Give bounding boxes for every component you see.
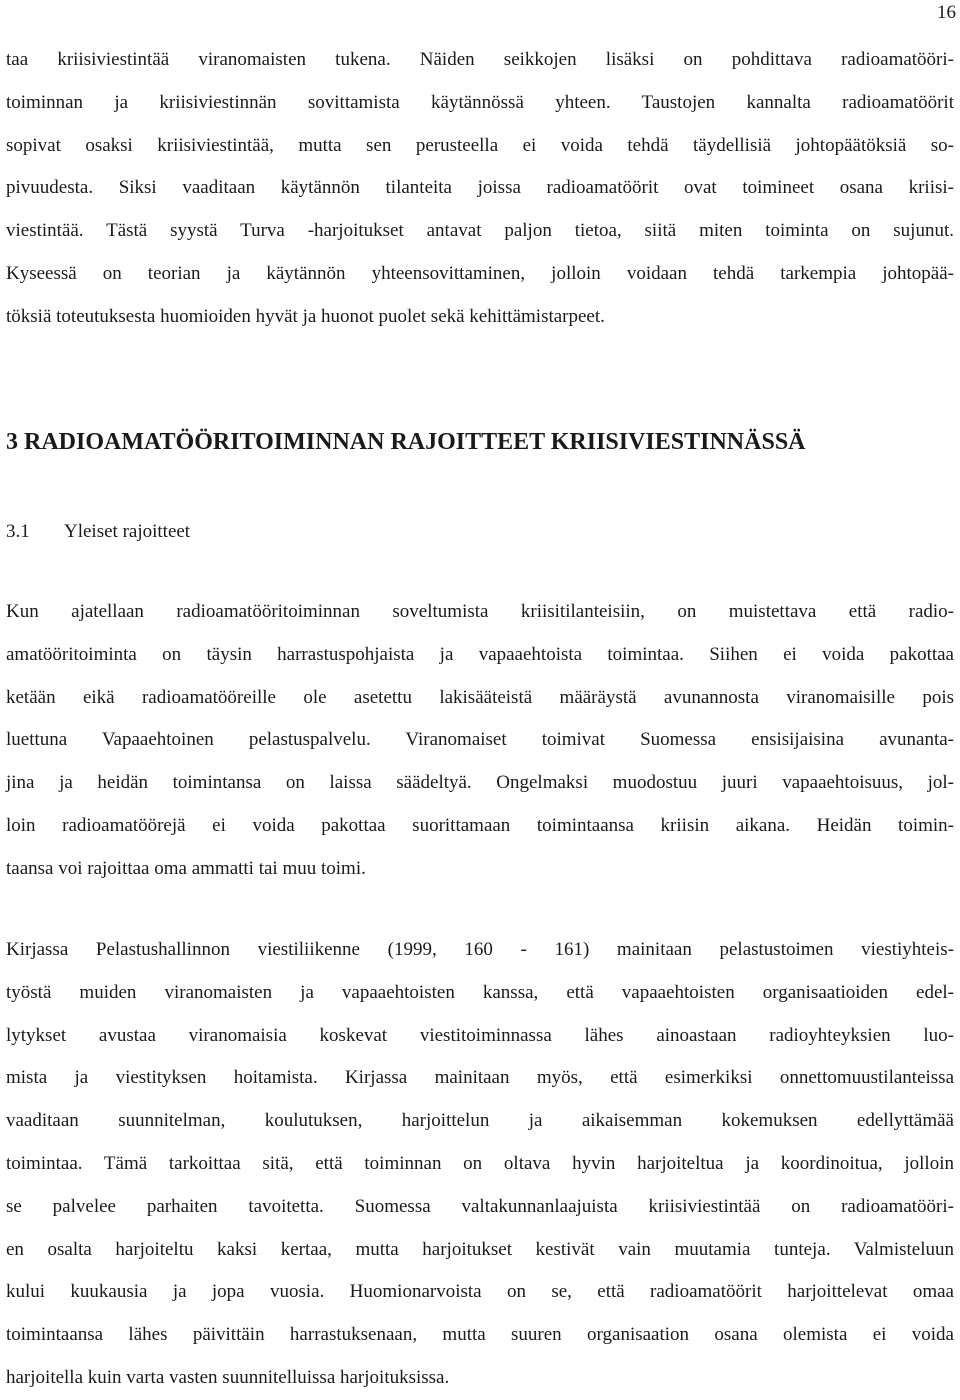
text-line: toimintaansa lähes päivittäin harrastuksenaan, mutta suuren organisaation osana olemista ei voida xyxy=(6,1324,954,1346)
text-line: Kyseessä on teorian ja käytännön yhteensovittaminen, jolloin voidaan tehdä tarkempia johtopää- xyxy=(6,262,954,284)
page-number: 16 xyxy=(937,2,956,23)
text-line: mista ja viestityksen hoitamista. Kirjassa mainitaan myös, että esimerkiksi onnettomuustilanteissa xyxy=(6,1067,954,1089)
section-number: 3.1 xyxy=(6,521,30,542)
text-line: pivuudesta. Siksi vaaditaan käytännön tilanteita joissa radioamatöörit ovat toimineet osana kriisi- xyxy=(6,177,954,199)
text-line: sopivat osaksi kriisiviestintää, mutta sen perusteella ei voida tehdä täydellisiä johtopäätöksiä so- xyxy=(6,134,954,156)
paragraph-book-reference xyxy=(6,929,954,1400)
section-title: Yleiset rajoitteet xyxy=(64,521,191,542)
text-line: Kirjassa Pelastushallinnon viestiliikenne (1999, 160 - 161) mainitaan pelastustoimen viestiyhteis- xyxy=(6,939,954,960)
text-line: kului kuukausia ja jopa vuosia. Huomionarvoista on se, että radioamatöörit harjoittelevat omaa xyxy=(6,1281,954,1303)
text-line: en osalta harjoiteltu kaksi kertaa, mutta harjoitukset kestivät vain muutamia tunteja. Valmisteluun xyxy=(6,1238,954,1260)
text-line: toimintaa. Tämä tarkoittaa sitä, että toiminnan on oltava hyvin harjoiteltua ja koordinoitua, jolloin xyxy=(6,1152,954,1174)
text-line: harjoitella kuin varta vasten suunnitelluissa harjoituksissa. xyxy=(6,1366,450,1388)
text-line: jina ja heidän toimintansa on laissa säädeltyä. Ongelmaksi muodostuu juuri vapaaehtoisuus, jol- xyxy=(6,772,954,794)
text-line: Kun ajatellaan radioamatööritoiminnan soveltumista kriisitilanteisiin, on muistettava että radio- xyxy=(6,601,954,622)
text-line: taansa voi rajoittaa oma ammatti tai muu toimi. xyxy=(6,857,366,879)
text-line: lytykset avustaa viranomaisia koskevat viestitoiminnassa lähes ainoastaan radioyhteyksien luo- xyxy=(6,1024,954,1046)
section-heading xyxy=(6,512,190,552)
text-line: loin radioamatöörejä ei voida pakottaa suorittamaan toimintaansa kriisin aikana. Heidän toimin- xyxy=(6,814,954,836)
text-line: töksiä toteutuksesta huomioiden hyvät ja huonot puolet sekä kehittämistarpeet. xyxy=(6,305,605,327)
text-line: ketään eikä radioamatööreille ole asetettu lakisääteistä määräystä avunannosta viranomaisille pois xyxy=(6,686,954,708)
paragraph-general-limitations xyxy=(6,591,954,891)
text-line: luettuna Vapaaehtoinen pelastuspalvelu. Viranomaiset toimivat Suomessa ensisijaisina avunanta- xyxy=(6,729,954,751)
text-line: viestintää. Tästä syystä Turva -harjoitukset antavat paljon tietoa, siitä miten toiminta on sujunut. xyxy=(6,220,954,242)
text-line: työstä muiden viranomaisten ja vapaaehtoisten kanssa, että vapaaehtoisten organisaatioiden edel- xyxy=(6,981,954,1003)
text-line: se palvelee parhaiten tavoitetta. Suomessa valtakunnanlaajuista kriisiviestintää on radioamatööri- xyxy=(6,1195,954,1217)
paragraph-intro-continuation xyxy=(6,39,954,339)
text-line: taa kriisiviestintää viranomaisten tukena. Näiden seikkojen lisäksi on pohdittava radioamatööri- xyxy=(6,49,954,70)
text-line: amatööritoiminta on täysin harrastuspohjaista ja vapaaehtoista toimintaa. Siihen ei voida pakottaa xyxy=(6,643,954,665)
text-line: toiminnan ja kriisiviestinnän sovittamista käytännössä yhteen. Taustojen kannalta radioamatöörit xyxy=(6,91,954,113)
chapter-heading: 3 RADIOAMATÖÖRITOIMINNAN RAJOITTEET KRIISIVIESTINNÄSSÄ xyxy=(6,429,806,455)
text-line: vaaditaan suunnitelman, koulutuksen, harjoittelun ja aikaisemman kokemuksen edellyttämää xyxy=(6,1110,954,1132)
